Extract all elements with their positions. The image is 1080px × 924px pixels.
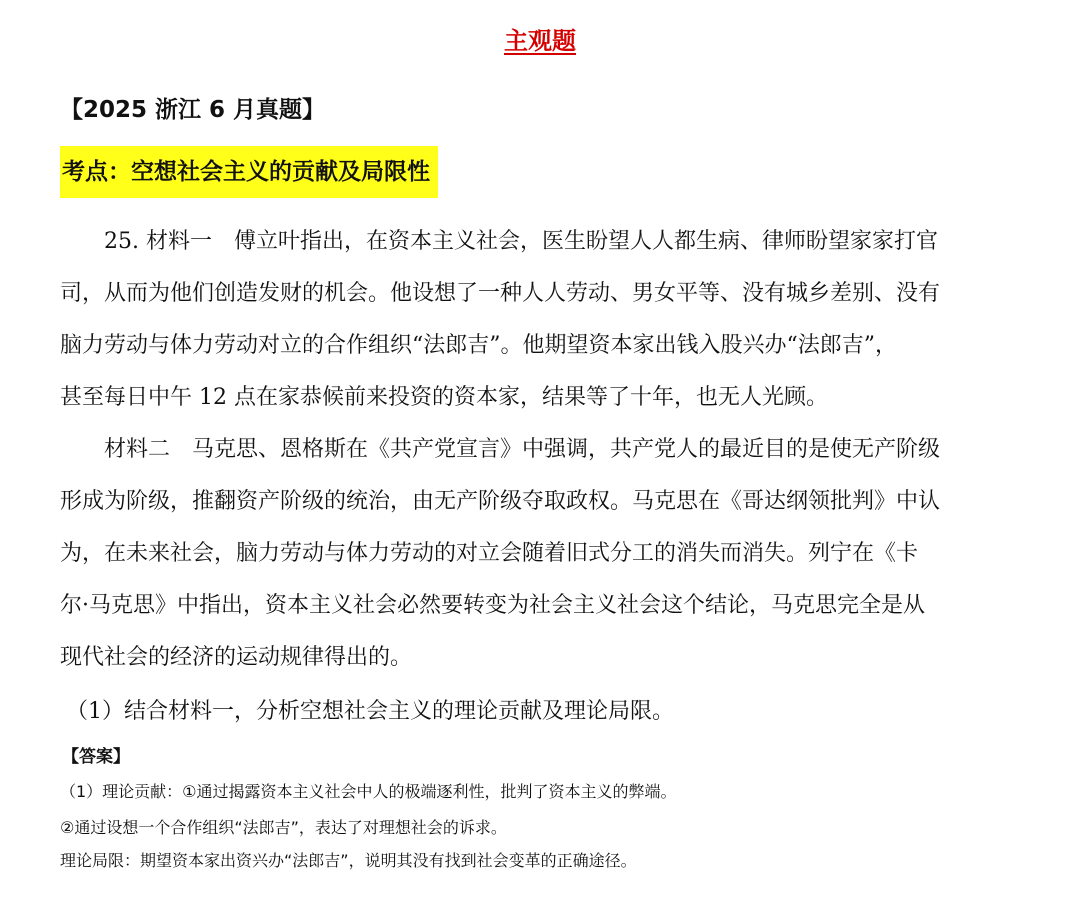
kaodian-text: 空想社会主义的贡献及局限性	[131, 159, 430, 185]
material-1-line: 甚至每日中午 12 点在家恭候前来投资的资本家，结果等了十年，也无人光顾。	[60, 385, 828, 410]
material-2-line: 现代社会的经济的运动规律得出的。	[60, 645, 413, 670]
material-2-line: 形成为阶级，推翻资产阶级的统治，由无产阶级夺取政权。马克思在《哥达纲领批判》中认	[60, 489, 941, 514]
answer-heading: 【答案】	[62, 747, 130, 767]
page-title: 主观题	[504, 27, 576, 55]
exam-source-heading: 【2025 浙江 6 月真题】	[60, 97, 326, 123]
material-1-line: 25. 材料一 傅立叶指出，在资本主义社会，医生盼望人人都生病、律师盼望家家打官	[104, 229, 938, 254]
material-2-line: 尔·马克思》中指出，资本主义社会必然要转变为社会主义社会这个结论，马克思完全是从	[60, 593, 925, 618]
answer-line: ②通过设想一个合作组织“法郎吉”，表达了对理想社会的诉求。	[60, 818, 507, 837]
material-1-line: 司，从而为他们创造发财的机会。他设想了一种人人劳动、男女平等、没有城乡差别、没有	[60, 281, 941, 306]
material-1-line: 脑力劳动与体力劳动对立的合作组织“法郎吉”。他期望资本家出钱入股兴办“法郎吉”，	[60, 333, 897, 358]
question-1: （1）结合材料一，分析空想社会主义的理论贡献及理论局限。	[66, 699, 674, 724]
kaodian-highlight	[60, 146, 438, 198]
kaodian-label: 考点	[62, 159, 108, 185]
answer-line: （1）理论贡献：①通过揭露资本主义社会中人的极端逐利性，批判了资本主义的弊端。	[60, 782, 677, 801]
kaodian-separator: ：	[108, 159, 131, 185]
material-2-line: 材料二 马克思、恩格斯在《共产党宣言》中强调，共产党人的最近目的是使无产阶级	[104, 437, 941, 462]
answer-line: 理论局限：期望资本家出资兴办“法郎吉”，说明其没有找到社会变革的正确途径。	[60, 851, 637, 870]
material-2-line: 为，在未来社会，脑力劳动与体力劳动的对立会随着旧式分工的消失而消失。列宁在《卡	[60, 541, 919, 566]
